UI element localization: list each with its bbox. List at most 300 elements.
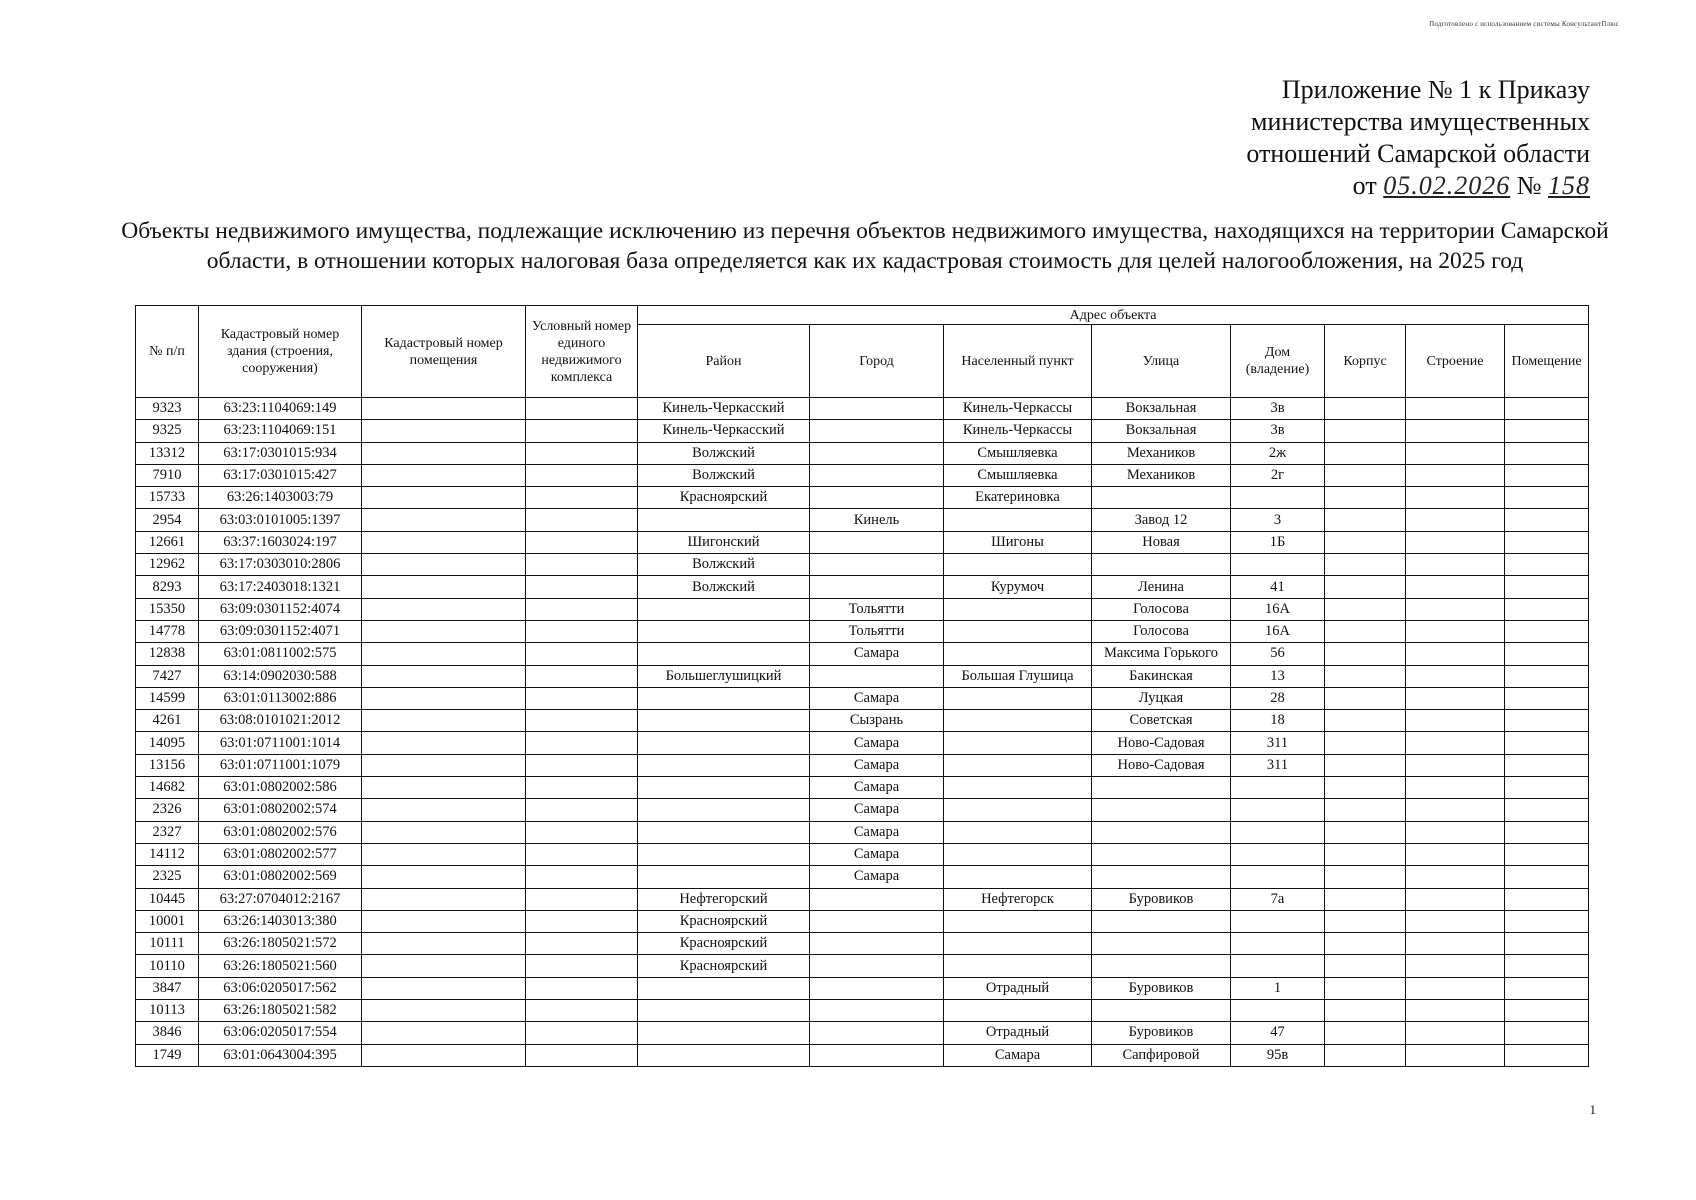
cell-cond-num	[526, 509, 638, 531]
table-row	[136, 687, 1589, 709]
cell-room	[1505, 710, 1589, 732]
cell-city: Самара	[810, 821, 944, 843]
cell-cad-room	[362, 977, 526, 999]
cell-settlement	[944, 1000, 1092, 1022]
cell-num: 3846	[136, 1022, 199, 1044]
header-district: Район	[638, 325, 810, 398]
objects-table	[135, 305, 1589, 1067]
cell-district: Кинель-Черкасский	[638, 420, 810, 442]
cell-district	[638, 710, 810, 732]
cell-block	[1325, 1000, 1406, 1022]
cell-cad-room	[362, 576, 526, 598]
cell-room	[1505, 464, 1589, 486]
cell-num: 13156	[136, 754, 199, 776]
cell-house	[1231, 843, 1325, 865]
cell-room	[1505, 576, 1589, 598]
table-row	[136, 754, 1589, 776]
cell-block	[1325, 554, 1406, 576]
cell-cad-building: 63:17:2403018:1321	[199, 576, 362, 598]
cell-cond-num	[526, 799, 638, 821]
cell-block	[1325, 799, 1406, 821]
cell-cad-building: 63:06:0205017:554	[199, 1022, 362, 1044]
cell-cond-num	[526, 643, 638, 665]
cell-street	[1092, 554, 1231, 576]
cell-block	[1325, 464, 1406, 486]
cell-settlement	[944, 643, 1092, 665]
table-row	[136, 487, 1589, 509]
cell-building	[1406, 888, 1505, 910]
cell-house	[1231, 866, 1325, 888]
cell-house: 56	[1231, 643, 1325, 665]
table-row	[136, 531, 1589, 553]
cell-cad-building: 63:23:1104069:151	[199, 420, 362, 442]
cell-num: 2327	[136, 821, 199, 843]
cell-room	[1505, 554, 1589, 576]
appendix-line-3: отношений Самарской области	[1246, 139, 1590, 168]
cell-block	[1325, 710, 1406, 732]
cell-room	[1505, 933, 1589, 955]
cell-district	[638, 509, 810, 531]
cell-num: 9325	[136, 420, 199, 442]
cell-cad-building: 63:26:1805021:572	[199, 933, 362, 955]
cell-building	[1406, 866, 1505, 888]
cell-cad-room	[362, 1044, 526, 1066]
cell-house	[1231, 777, 1325, 799]
cell-cad-building: 63:26:1805021:560	[199, 955, 362, 977]
cell-block	[1325, 754, 1406, 776]
cell-cond-num	[526, 442, 638, 464]
cell-district: Шигонский	[638, 531, 810, 553]
cell-district	[638, 866, 810, 888]
cell-room	[1505, 420, 1589, 442]
cell-cad-building: 63:01:0802002:569	[199, 866, 362, 888]
cell-num: 10001	[136, 910, 199, 932]
table-row	[136, 843, 1589, 865]
cell-street: Механиков	[1092, 464, 1231, 486]
cell-cad-building: 63:26:1403013:380	[199, 910, 362, 932]
cell-city	[810, 487, 944, 509]
cell-house: 1Б	[1231, 531, 1325, 553]
cell-settlement: Большая Глушица	[944, 665, 1092, 687]
cell-num: 10111	[136, 933, 199, 955]
cell-settlement	[944, 754, 1092, 776]
table-row	[136, 1044, 1589, 1066]
cell-district	[638, 1022, 810, 1044]
cell-cad-room	[362, 620, 526, 642]
cell-district	[638, 620, 810, 642]
cell-house	[1231, 933, 1325, 955]
cell-street: Луцкая	[1092, 687, 1231, 709]
cell-room	[1505, 531, 1589, 553]
table-row	[136, 643, 1589, 665]
cell-street: Бакинская	[1092, 665, 1231, 687]
cell-street: Буровиков	[1092, 888, 1231, 910]
cell-cond-num	[526, 687, 638, 709]
cell-city: Самара	[810, 866, 944, 888]
cell-house: 7а	[1231, 888, 1325, 910]
cell-city	[810, 1044, 944, 1066]
cell-street: Голосова	[1092, 598, 1231, 620]
cell-cad-building: 63:14:0902030:588	[199, 665, 362, 687]
cell-district: Нефтегорский	[638, 888, 810, 910]
cell-settlement: Отрадный	[944, 1022, 1092, 1044]
cell-building	[1406, 1022, 1505, 1044]
cell-settlement	[944, 732, 1092, 754]
cell-house: 47	[1231, 1022, 1325, 1044]
cell-cond-num	[526, 1000, 638, 1022]
cell-cond-num	[526, 888, 638, 910]
cell-building	[1406, 442, 1505, 464]
cell-street: Новая	[1092, 531, 1231, 553]
cell-house	[1231, 821, 1325, 843]
table-row	[136, 509, 1589, 531]
cell-city	[810, 665, 944, 687]
cell-block	[1325, 442, 1406, 464]
cell-house	[1231, 799, 1325, 821]
cell-block	[1325, 732, 1406, 754]
table-body	[136, 398, 1589, 1067]
cell-district	[638, 643, 810, 665]
cell-district	[638, 732, 810, 754]
cell-block	[1325, 888, 1406, 910]
cell-house: 28	[1231, 687, 1325, 709]
cell-cad-building: 63:09:0301152:4074	[199, 598, 362, 620]
cell-num: 10113	[136, 1000, 199, 1022]
date-prefix: от	[1352, 171, 1377, 200]
cell-cad-building: 63:03:0101005:1397	[199, 509, 362, 531]
cell-city: Самара	[810, 732, 944, 754]
cell-room	[1505, 910, 1589, 932]
cell-house: 3	[1231, 509, 1325, 531]
cell-cad-building: 63:01:0802002:586	[199, 777, 362, 799]
cell-street	[1092, 843, 1231, 865]
cell-settlement	[944, 620, 1092, 642]
cell-cad-building: 63:01:0802002:576	[199, 821, 362, 843]
cell-cond-num	[526, 866, 638, 888]
number-prefix: №	[1516, 171, 1542, 200]
cell-cond-num	[526, 955, 638, 977]
cell-cond-num	[526, 1022, 638, 1044]
cell-building	[1406, 598, 1505, 620]
cell-cad-room	[362, 531, 526, 553]
cell-block	[1325, 977, 1406, 999]
header-address-group: Адрес объекта	[638, 306, 1589, 325]
cell-cad-room	[362, 420, 526, 442]
cell-cad-building: 63:26:1805021:582	[199, 1000, 362, 1022]
cell-cad-room	[362, 843, 526, 865]
table-row	[136, 888, 1589, 910]
cell-num: 2326	[136, 799, 199, 821]
table-row	[136, 821, 1589, 843]
cell-district	[638, 1000, 810, 1022]
cell-street	[1092, 821, 1231, 843]
cell-room	[1505, 598, 1589, 620]
cell-block	[1325, 821, 1406, 843]
table-row	[136, 866, 1589, 888]
cell-house: 1	[1231, 977, 1325, 999]
cell-city: Самара	[810, 754, 944, 776]
table-row	[136, 1000, 1589, 1022]
cell-room	[1505, 754, 1589, 776]
cell-district	[638, 598, 810, 620]
cell-house: 3в	[1231, 398, 1325, 420]
table-row	[136, 1022, 1589, 1044]
header-room: Помещение	[1505, 325, 1589, 398]
cell-room	[1505, 1044, 1589, 1066]
cell-street: Буровиков	[1092, 977, 1231, 999]
cell-city: Кинель	[810, 509, 944, 531]
cell-cad-room	[362, 464, 526, 486]
cell-cad-building: 63:09:0301152:4071	[199, 620, 362, 642]
cell-district: Большеглушицкий	[638, 665, 810, 687]
cell-district: Волжский	[638, 554, 810, 576]
cell-house: 3в	[1231, 420, 1325, 442]
cell-room	[1505, 866, 1589, 888]
cell-cond-num	[526, 777, 638, 799]
cell-num: 14778	[136, 620, 199, 642]
cell-street: Завод 12	[1092, 509, 1231, 531]
cell-city	[810, 888, 944, 910]
cell-block	[1325, 598, 1406, 620]
cell-cond-num	[526, 598, 638, 620]
cell-cad-room	[362, 554, 526, 576]
cell-cad-building: 63:08:0101021:2012	[199, 710, 362, 732]
table-row	[136, 398, 1589, 420]
cell-num: 14112	[136, 843, 199, 865]
cell-settlement	[944, 821, 1092, 843]
table-row	[136, 799, 1589, 821]
cell-block	[1325, 910, 1406, 932]
cell-cad-room	[362, 888, 526, 910]
cell-settlement: Нефтегорск	[944, 888, 1092, 910]
cell-cond-num	[526, 710, 638, 732]
cell-district	[638, 821, 810, 843]
cell-settlement	[944, 910, 1092, 932]
cell-num: 8293	[136, 576, 199, 598]
cell-settlement: Кинель-Черкассы	[944, 420, 1092, 442]
cell-city	[810, 398, 944, 420]
cell-house	[1231, 955, 1325, 977]
cell-settlement: Шигоны	[944, 531, 1092, 553]
cell-street	[1092, 487, 1231, 509]
table-row	[136, 554, 1589, 576]
cell-num: 12838	[136, 643, 199, 665]
cell-block	[1325, 576, 1406, 598]
document-title: Объекты недвижимого имущества, подлежащие исключению из перечня объектов недвижимого имущества, находящихся на территории Самарской области, в отношении которых налоговая база определяется как их кадастровая стоимость для целей налогообложения, на 2025 год	[121, 218, 1609, 274]
cell-house	[1231, 1000, 1325, 1022]
cell-num: 7427	[136, 665, 199, 687]
cell-block	[1325, 1022, 1406, 1044]
cell-building	[1406, 531, 1505, 553]
cell-house: 95в	[1231, 1044, 1325, 1066]
cell-cad-room	[362, 710, 526, 732]
cell-room	[1505, 665, 1589, 687]
cell-settlement: Курумоч	[944, 576, 1092, 598]
cell-room	[1505, 1000, 1589, 1022]
cell-city	[810, 531, 944, 553]
cell-num: 4261	[136, 710, 199, 732]
cell-block	[1325, 643, 1406, 665]
cell-district	[638, 777, 810, 799]
cell-street: Буровиков	[1092, 1022, 1231, 1044]
cell-street: Ново-Садовая	[1092, 754, 1231, 776]
cell-city	[810, 442, 944, 464]
cell-city	[810, 933, 944, 955]
cell-building	[1406, 843, 1505, 865]
cell-building	[1406, 1044, 1505, 1066]
cell-building	[1406, 799, 1505, 821]
header-building: Строение	[1406, 325, 1505, 398]
cell-cad-room	[362, 821, 526, 843]
cell-house: 311	[1231, 732, 1325, 754]
cell-cad-building: 63:37:1603024:197	[199, 531, 362, 553]
header-num: № п/п	[136, 306, 199, 398]
cell-building	[1406, 576, 1505, 598]
cell-cad-building: 63:01:0711001:1014	[199, 732, 362, 754]
cell-cond-num	[526, 821, 638, 843]
cell-building	[1406, 821, 1505, 843]
appendix-line-2: министерства имущественных	[1251, 107, 1590, 136]
cell-block	[1325, 955, 1406, 977]
header-house: Дом (владение)	[1231, 325, 1325, 398]
cell-cad-room	[362, 799, 526, 821]
table-row	[136, 620, 1589, 642]
cell-cond-num	[526, 977, 638, 999]
cell-settlement	[944, 799, 1092, 821]
cell-room	[1505, 487, 1589, 509]
table-row	[136, 665, 1589, 687]
cell-street	[1092, 955, 1231, 977]
cell-cad-building: 63:01:0811002:575	[199, 643, 362, 665]
cell-room	[1505, 777, 1589, 799]
cell-room	[1505, 620, 1589, 642]
cell-cad-building: 63:17:0301015:427	[199, 464, 362, 486]
cell-street: Механиков	[1092, 442, 1231, 464]
header-street: Улица	[1092, 325, 1231, 398]
cell-cond-num	[526, 554, 638, 576]
cell-num: 15733	[136, 487, 199, 509]
cell-num: 7910	[136, 464, 199, 486]
page-number: 1	[1589, 1102, 1596, 1117]
cell-cad-room	[362, 687, 526, 709]
cell-cad-building: 63:01:0711001:1079	[199, 754, 362, 776]
cell-settlement	[944, 710, 1092, 732]
cell-num: 14682	[136, 777, 199, 799]
cell-district: Красноярский	[638, 910, 810, 932]
cell-cad-building: 63:01:0643004:395	[199, 1044, 362, 1066]
cell-cad-building: 63:17:0303010:2806	[199, 554, 362, 576]
table-row	[136, 777, 1589, 799]
cell-cond-num	[526, 576, 638, 598]
cell-num: 14599	[136, 687, 199, 709]
cell-street: Советская	[1092, 710, 1231, 732]
cell-num: 2954	[136, 509, 199, 531]
cell-city: Самара	[810, 799, 944, 821]
cell-city	[810, 1000, 944, 1022]
cell-room	[1505, 977, 1589, 999]
cell-building	[1406, 620, 1505, 642]
cell-district	[638, 754, 810, 776]
cell-settlement	[944, 866, 1092, 888]
cell-cond-num	[526, 1044, 638, 1066]
cell-street: Ново-Садовая	[1092, 732, 1231, 754]
cell-block	[1325, 487, 1406, 509]
appendix-date-line	[1246, 170, 1590, 202]
appendix-header	[1246, 74, 1590, 202]
cell-num: 15350	[136, 598, 199, 620]
cell-city: Самара	[810, 643, 944, 665]
cell-street	[1092, 866, 1231, 888]
cell-room	[1505, 643, 1589, 665]
cell-room	[1505, 821, 1589, 843]
cell-room	[1505, 732, 1589, 754]
cell-house: 2ж	[1231, 442, 1325, 464]
cell-street	[1092, 910, 1231, 932]
cell-building	[1406, 955, 1505, 977]
cell-settlement: Екатериновка	[944, 487, 1092, 509]
cell-street	[1092, 1000, 1231, 1022]
cell-district: Волжский	[638, 576, 810, 598]
cell-building	[1406, 464, 1505, 486]
cell-building	[1406, 487, 1505, 509]
cell-cond-num	[526, 843, 638, 865]
table-row	[136, 420, 1589, 442]
cell-district	[638, 977, 810, 999]
cell-cad-building: 63:17:0301015:934	[199, 442, 362, 464]
cell-building	[1406, 1000, 1505, 1022]
cell-cond-num	[526, 464, 638, 486]
cell-street: Голосова	[1092, 620, 1231, 642]
cell-house: 16А	[1231, 620, 1325, 642]
cell-block	[1325, 620, 1406, 642]
cell-house	[1231, 554, 1325, 576]
cell-block	[1325, 420, 1406, 442]
cell-cad-building: 63:06:0205017:562	[199, 977, 362, 999]
cell-settlement: Самара	[944, 1044, 1092, 1066]
cell-num: 14095	[136, 732, 199, 754]
cell-cad-room	[362, 1000, 526, 1022]
cell-cad-building: 63:01:0113002:886	[199, 687, 362, 709]
cell-cond-num	[526, 910, 638, 932]
cell-city	[810, 576, 944, 598]
cell-cond-num	[526, 933, 638, 955]
cell-settlement	[944, 554, 1092, 576]
cell-district: Красноярский	[638, 487, 810, 509]
cell-room	[1505, 398, 1589, 420]
cell-street	[1092, 777, 1231, 799]
cell-street: Вокзальная	[1092, 398, 1231, 420]
cell-city: Самара	[810, 687, 944, 709]
cell-settlement	[944, 598, 1092, 620]
cell-city	[810, 955, 944, 977]
cell-settlement	[944, 777, 1092, 799]
header-settlement: Населенный пункт	[944, 325, 1092, 398]
header-cad-building: Кадастровый номер здания (строения, сооружения)	[199, 306, 362, 398]
cell-num: 1749	[136, 1044, 199, 1066]
header-block: Корпус	[1325, 325, 1406, 398]
header-cad-room: Кадастровый номер помещения	[362, 306, 526, 398]
cell-room	[1505, 799, 1589, 821]
table-row	[136, 710, 1589, 732]
cell-cond-num	[526, 531, 638, 553]
cell-street	[1092, 799, 1231, 821]
cell-district	[638, 1044, 810, 1066]
table-row	[136, 955, 1589, 977]
cell-city	[810, 464, 944, 486]
cell-cad-room	[362, 509, 526, 531]
cell-street: Вокзальная	[1092, 420, 1231, 442]
cell-house	[1231, 910, 1325, 932]
